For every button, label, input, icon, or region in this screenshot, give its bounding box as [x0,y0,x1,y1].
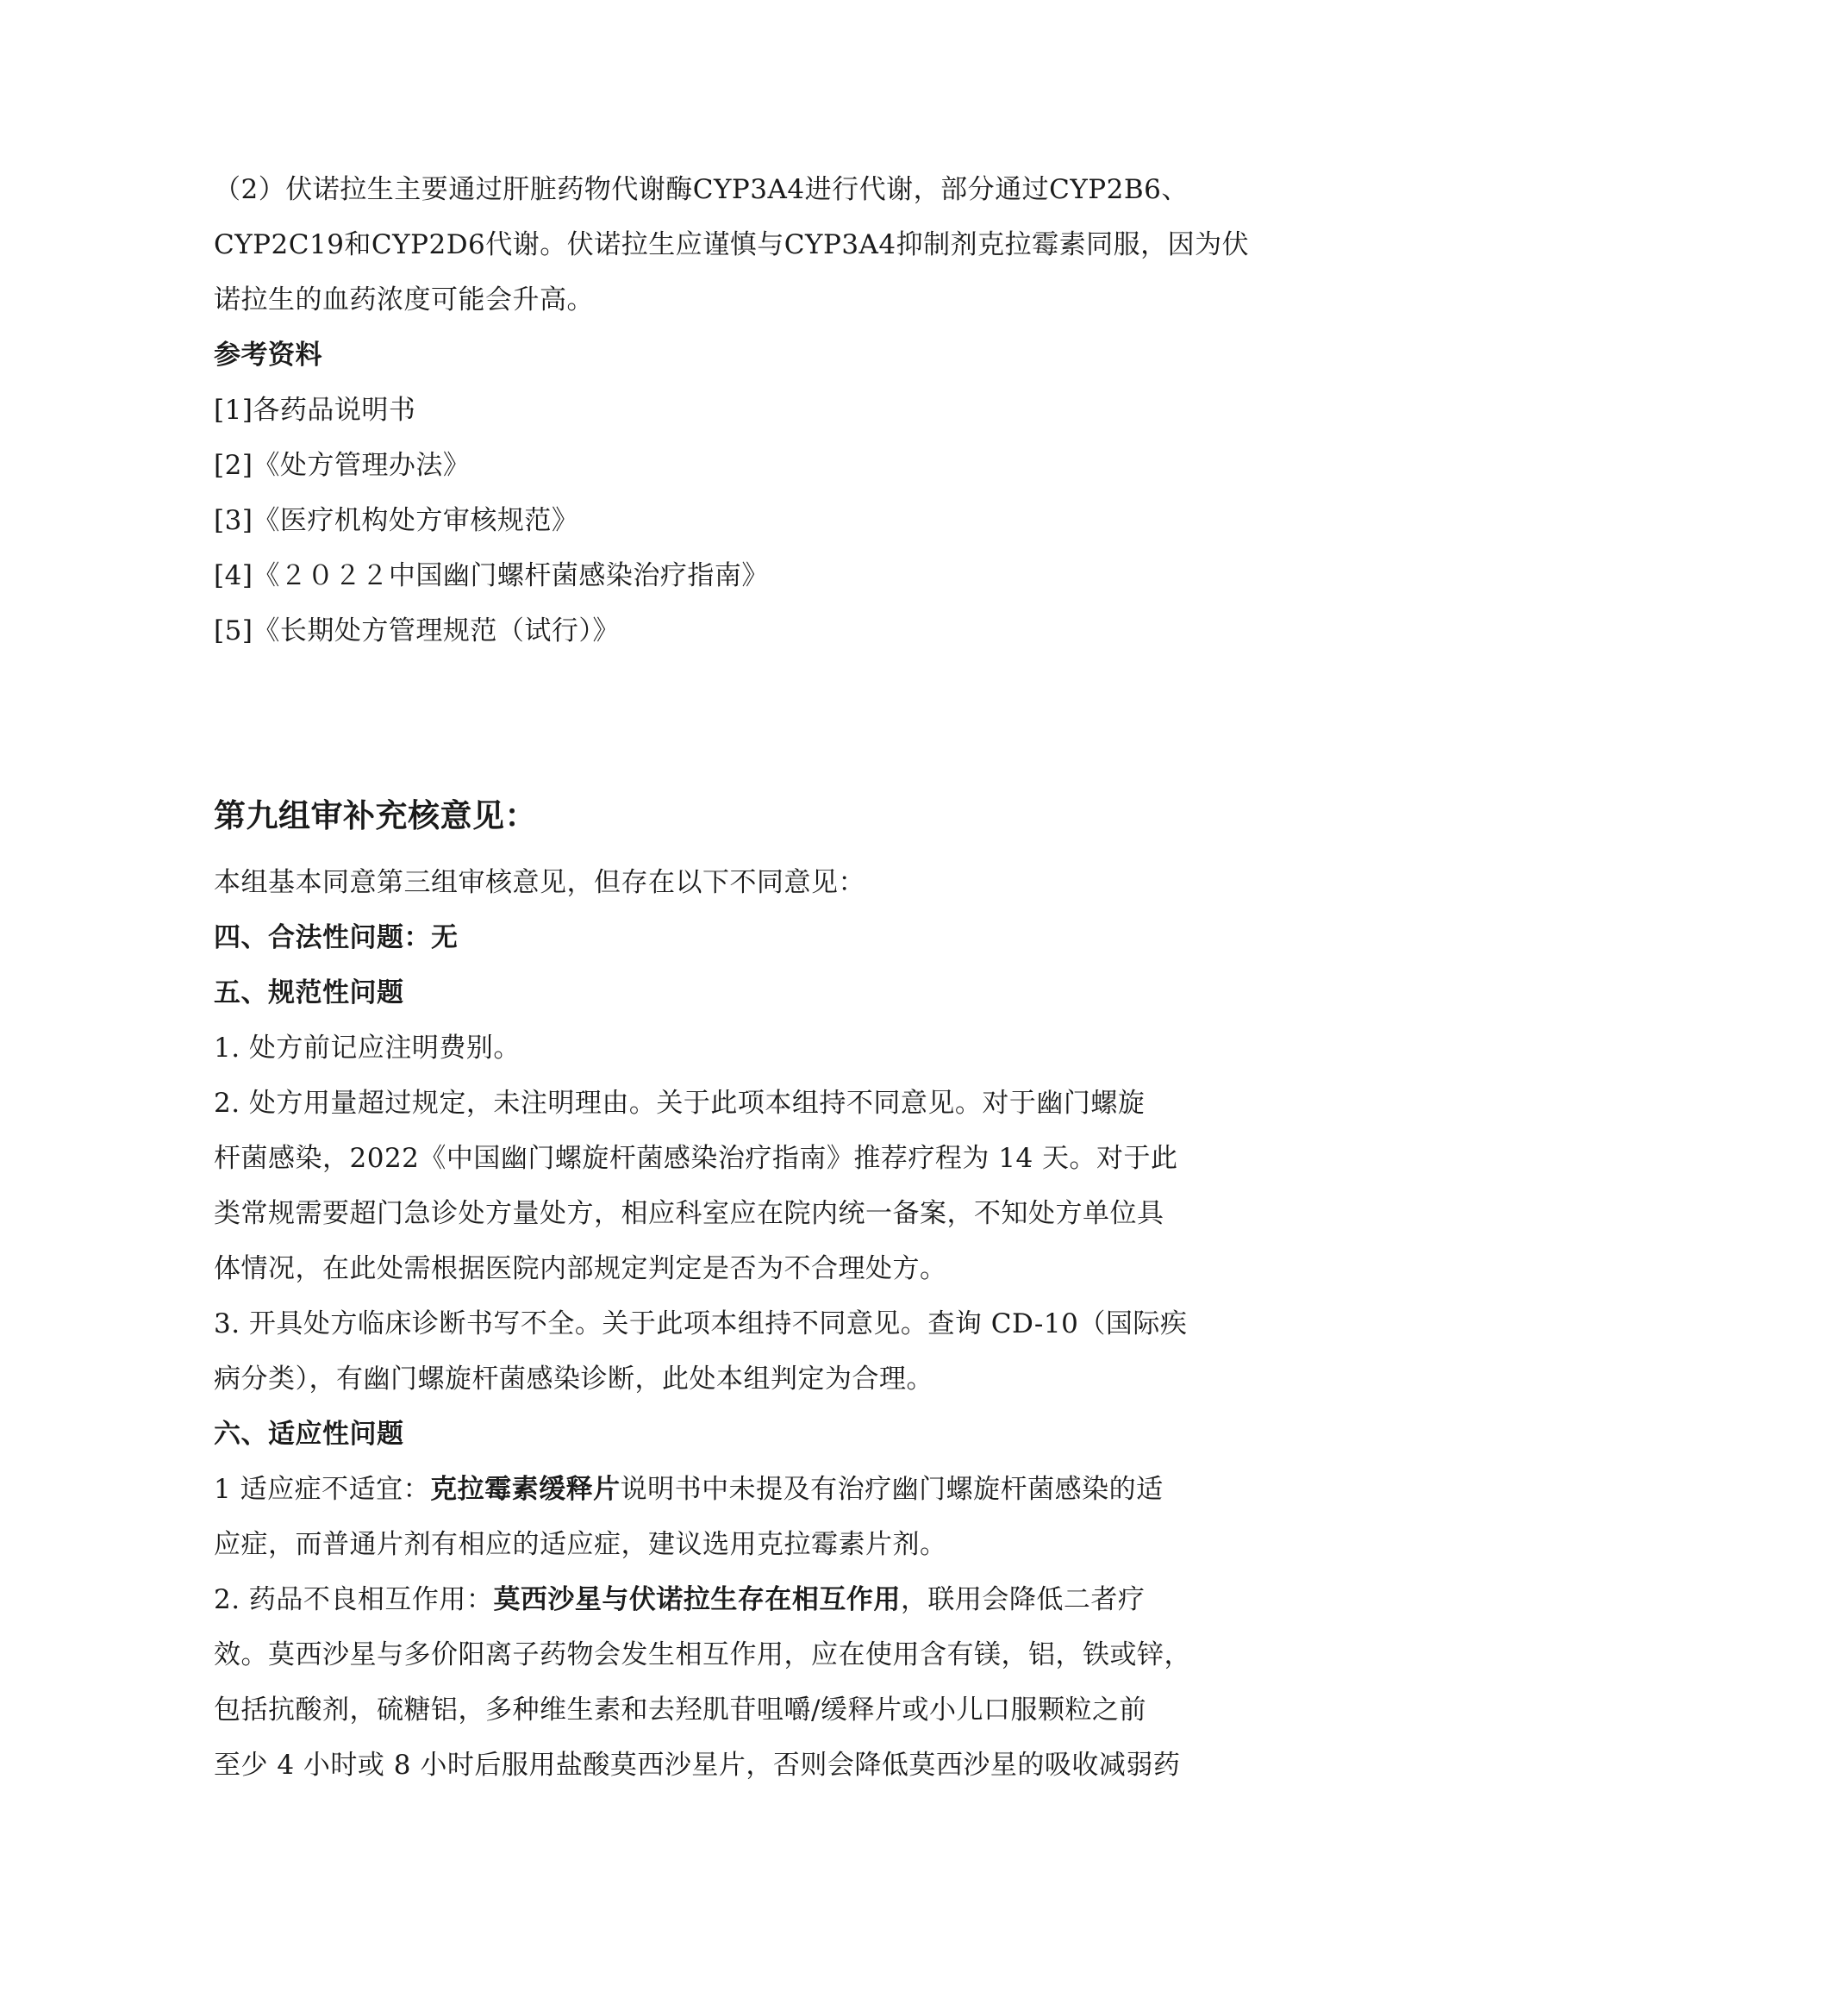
section-title: 第九组审补充核意见： [214,797,537,834]
bold-interaction: 莫西沙星与伏诺拉生存在相互作用 [493,1584,901,1615]
text-span: 说明书中未提及有治疗幽门螺旋杆菌感染的适 [620,1474,1164,1505]
standard-item-2-line: 2. 处方用量超过规定，未注明理由。关于此项本组持不同意见。对于幽门螺旋 [214,1088,1146,1119]
paragraph-line: CYP2C19和CYP2D6代谢。伏诺拉生应谨慎与CYP3A4抑制剂克拉霉素同服，因为伏 [214,229,1250,260]
reference-item: [4]《２０２２中国幽门螺杆菌感染治疗指南》 [214,560,769,591]
text-span: 1 适应症不适宜： [214,1474,431,1505]
intro-text: 本组基本同意第三组审核意见，但存在以下不同意见： [214,867,865,898]
appropriateness-item-1-line [214,1462,1205,1517]
appropriateness-item-2-line [214,1572,1205,1627]
reference-item: [2]《处方管理办法》 [214,450,471,481]
text-span: 2. 药品不良相互作用： [214,1584,494,1615]
appropriateness-item-2-line: 效。莫西沙星与多价阳离子药物会发生相互作用，应在使用含有镁，铝，铁或锌， [214,1639,1191,1670]
standard-heading: 五、规范性问题 [214,977,404,1008]
paragraph-line: （2）伏诺拉生主要通过肝脏药物代谢酶CYP3A4进行代谢，部分通过CYP2B6、 [214,174,1189,205]
reference-item: [3]《医疗机构处方审核规范》 [214,505,579,536]
text-span: ，联用会降低二者疗 [900,1584,1146,1615]
standard-item-2-line: 体情况，在此处需根据医院内部规定判定是否为不合理处方。 [214,1253,947,1284]
standard-item-2-line: 杆菌感染，2022《中国幽门螺旋杆菌感染治疗指南》推荐疗程为 14 天。对于此 [214,1143,1178,1174]
standard-item-3-line: 3. 开具处方临床诊断书写不全。关于此项本组持不同意见。查询 CD-10（国际疾 [214,1308,1188,1339]
appropriateness-item-1-line: 应症，而普通片剂有相应的适应症，建议选用克拉霉素片剂。 [214,1529,947,1560]
legality-heading: 四、合法性问题：无 [214,922,459,953]
appropriateness-item-2-line: 包括抗酸剂，硫糖铝，多种维生素和去羟肌苷咀嚼/缓释片或小儿口服颗粒之前 [214,1695,1146,1726]
document-page [214,0,1250,2016]
appropriateness-item-2-line: 至少 4 小时或 8 小时后服用盐酸莫西沙星片，否则会降低莫西沙星的吸收减弱药 [214,1750,1181,1781]
bold-drug-name: 克拉霉素缓释片 [430,1474,621,1505]
reference-item: [1]各药品说明书 [214,395,416,426]
paragraph-line: 诺拉生的血药浓度可能会升高。 [214,284,594,315]
reference-item: [5]《长期处方管理规范（试行）》 [214,615,620,646]
standard-item-3-line: 病分类），有幽门螺旋杆菌感染诊断，此处本组判定为合理。 [214,1364,933,1395]
standard-item-1: 1. 处方前记应注明费别。 [214,1033,521,1064]
appropriateness-heading: 六、适应性问题 [214,1419,404,1450]
references-heading: 参考资料 [214,340,322,371]
standard-item-2-line: 类常规需要超门急诊处方量处方，相应科室应在院内统一备案，不知处方单位具 [214,1198,1164,1229]
